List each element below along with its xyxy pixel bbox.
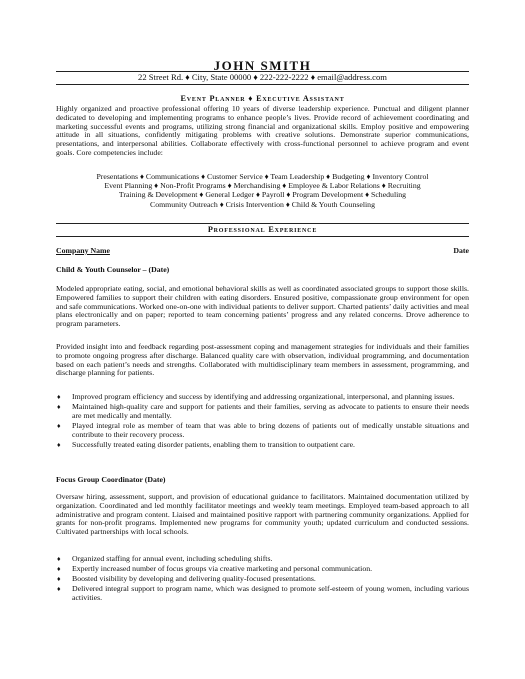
core-competencies — [56, 172, 469, 209]
bullet-icon: ♦ — [57, 393, 61, 401]
skills-line: Event Planning ♦ Non-Profit Programs ♦ Merchandising ♦ Employee & Labor Relations ♦ Recruiting — [104, 181, 421, 191]
company-date: Date — [453, 246, 469, 255]
job-achievements — [56, 393, 469, 451]
header-rule-bottom — [56, 84, 469, 85]
candidate-name: JOHN SMITH — [213, 58, 312, 73]
list-item: ♦ Organized staffing for annual event, including scheduling shifts. — [57, 554, 273, 563]
list-item: ♦ Boosted visibility by developing and delivering quality-focused presentations. — [57, 573, 316, 583]
bullet-icon: ♦ — [57, 584, 61, 593]
bullet-icon: ♦ — [57, 440, 61, 449]
list-item: ♦ Successfully treated eating disorder patients, enabling them to transition to outpatient care. — [57, 439, 355, 449]
list-item: ♦ Improved program efficiency and success by identifying and addressing organizational, interpersonal, and planning issues. — [57, 392, 455, 401]
bullet-icon: ♦ — [57, 421, 61, 430]
job-description: Provided insight into and feedback regarding post-assessment coping and management strategies for individuals and their families to promote ongoing progress after discharge. Balanced quality care with observation, individual programming, and documentation based on each patient’s needs and strengths. Collaborated with multidisciplinary team members in assessment, programming, and discharge planning for patients. — [56, 342, 469, 378]
section-rule — [56, 223, 469, 224]
bullet-icon: ♦ — [57, 574, 61, 583]
skills-line: Presentations ♦ Communications ♦ Customer Service ♦ Team Leadership ♦ Budgeting ♦ Inventory Control — [96, 172, 429, 181]
list-item: ♦ Played integral role as member of team that was able to bring dozens of patients out of medically unstable situations and contribute to their recovery process. — [57, 420, 469, 439]
list-item: ♦ Expertly increased number of focus groups via creative marketing and personal communication. — [57, 563, 373, 573]
summary-paragraph: Highly organized and proactive professional offering 10 years of diverse leadership experience. Punctual and diligent planner dedicated to developing and implementing programs to enhance people’s lives. Provide record of achievement coordinating and marketing successful events and programs, utilizing strong financial and organizational skills. Employ positive and empowering attitude in all situations, confidently mitigating problems with creative solutions. Demonstrate superior communications, presentations, and interpersonal abilities. Collaborate effectively with cross-functional personnel to achieve program and event goals. Core competencies include: — [56, 104, 469, 157]
job-description: Modeled appropriate eating, social, and emotional behavioral skills as well as coordinated associated groups to support those skills. Empowered families to support their children with eating disorders. Ensured positive, compassionate group environment for open and safe communications. Worked one-on-one with individual patients to deliver support. Charted patients’ daily activities and meal plans electronically and on paper; reported to team concerning patients’ progress and any related concerns. Drove adherence to program parameters. — [56, 284, 469, 329]
contact-info: 22 Street Rd. ♦ City, State 00000 ♦ 222-222-2222 ♦ email@address.com — [138, 72, 387, 82]
objective-title: Event Planner ♦ Executive Assistant — [180, 94, 345, 103]
job-title: Focus Group Coordinator (Date) — [56, 475, 166, 484]
job-title: Child & Youth Counselor – (Date) — [56, 265, 170, 274]
experience-title: Professional Experience — [207, 225, 318, 234]
skills-line: Training & Development ♦ General Ledger ♦ Payroll ♦ Program Development ♦ Scheduling — [118, 190, 407, 200]
job-description: Oversaw hiring, assessment, support, and provision of educational guidance to facilitators. Maintained documentation utilized by organization. Coordinated and led monthly facilitator meetings and weekly team meetings. Employed team-based approach to all administrative and program content. Liaised and maintained positive rapport with partnering community organizations. Applied for grants for non-profit programs. Implemented new programs for community youth; updated curriculum and conducted sessions. Cultivated partnerships with local schools. — [56, 492, 469, 537]
list-item: ♦ Maintained high-quality care and support for patients and their families, serving as advocate to patients to ensure their needs are met medically and mentally. — [57, 401, 469, 420]
skills-line: Community Outreach ♦ Crisis Intervention ♦ Child & Youth Counseling — [150, 199, 375, 209]
company-name: Company Name — [56, 246, 110, 255]
section-rule-bottom — [56, 236, 469, 237]
bullet-icon: ♦ — [57, 555, 61, 563]
list-item: ♦ Delivered integral support to program name, which was designed to promote self-esteem of young women, including various activities. — [57, 583, 469, 602]
job-achievements — [56, 555, 469, 604]
bullet-icon: ♦ — [57, 402, 61, 411]
bullet-icon: ♦ — [57, 564, 61, 573]
